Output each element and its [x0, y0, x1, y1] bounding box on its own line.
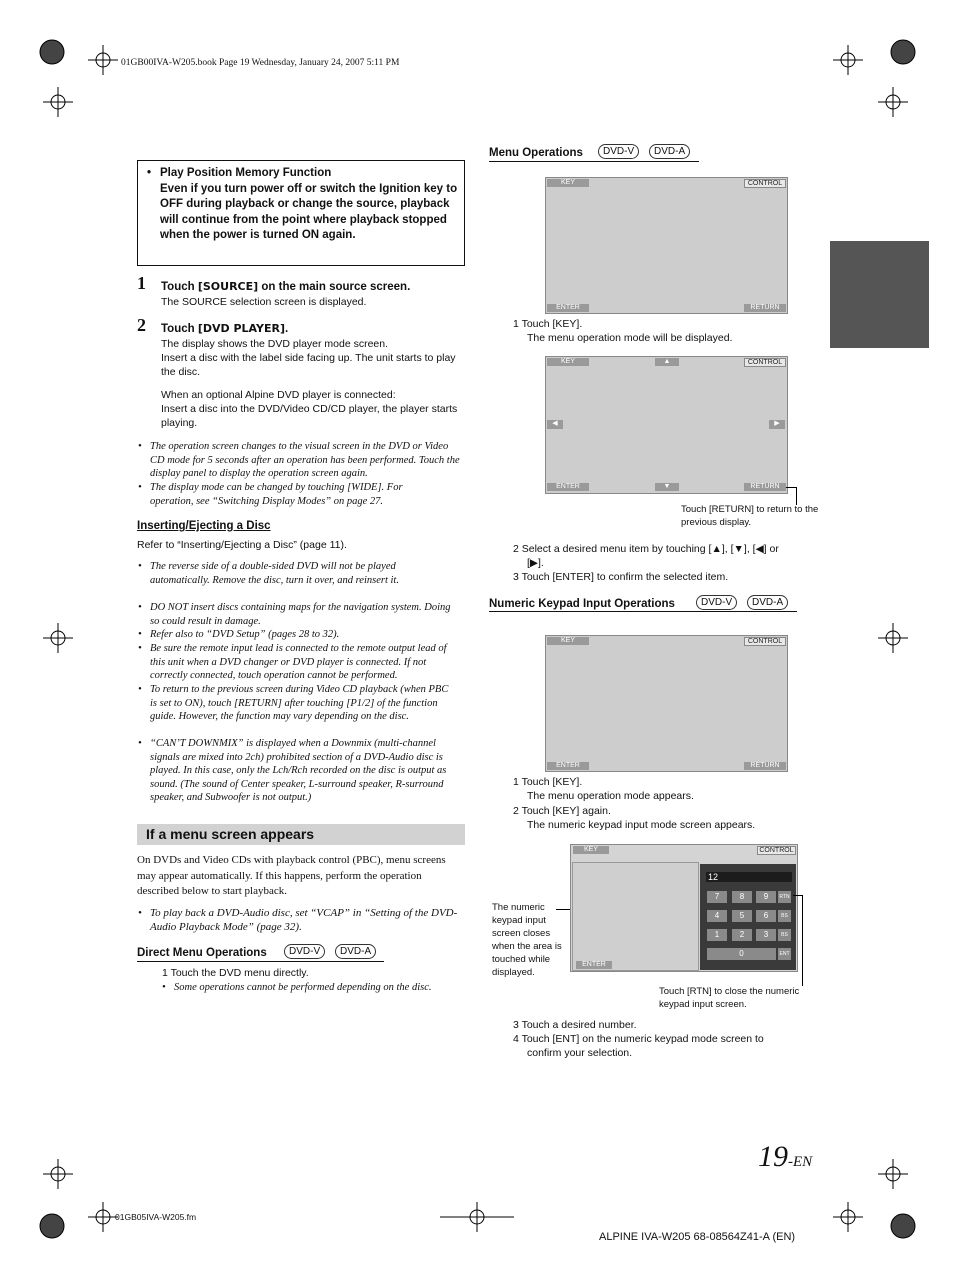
menu-section-body: On DVDs and Video CDs with playback control (PBC), menu screens may appear automatically. If this happens, perform the operation described below to start playback.	[137, 854, 446, 898]
direct-menu-badge-dvdv: DVD-V	[284, 944, 325, 959]
inserting-note: • DO NOT insert discs containing maps for the navigation system. Doing so could result in damage.	[150, 601, 455, 628]
keypad-key[interactable]: 5	[732, 910, 752, 922]
keypad-key[interactable]: 8	[732, 891, 752, 903]
memory-box-body: Even if you turn power off or switch the Ignition key to OFF during playback or change the source, playback will continue from the point where playback stopped when the power is turned ON again.	[160, 183, 458, 241]
step-2-key: [DVD PLAYER]	[197, 322, 285, 335]
numeric-step-4: 4 Touch [ENT] on the numeric keypad mode screen to	[513, 1033, 764, 1045]
numeric-step-4-cont: confirm your selection.	[527, 1047, 633, 1059]
step-2-post: .	[284, 323, 289, 335]
screen-menu-1	[545, 177, 788, 314]
numeric-heading	[489, 594, 797, 612]
keypad-key[interactable]: 1	[707, 929, 727, 941]
keypad-key[interactable]: 7	[707, 891, 727, 903]
menu-ops-badge-dvda: DVD-A	[649, 144, 690, 159]
step-1-number: 1	[137, 273, 146, 293]
step-1-instruction	[161, 280, 410, 293]
keypad-key[interactable]: 2	[732, 929, 752, 941]
bs-button[interactable]: BS	[778, 929, 791, 941]
inserting-ref: Refer to “Inserting/Ejecting a Disc” (page 11).	[137, 539, 347, 551]
keypad-panel	[700, 864, 796, 970]
keypad-key[interactable]: 6	[756, 910, 776, 922]
step-2-pre: Touch	[161, 323, 198, 335]
menu-ops-heading	[489, 144, 699, 162]
numeric-left-note: The numeric keypad input screen closes when the area is touched while displayed.	[492, 902, 562, 978]
numeric-step-2: 2 Touch [KEY] again.	[513, 805, 611, 817]
numeric-badge-dvdv: DVD-V	[696, 595, 737, 610]
step-1-desc: The SOURCE selection screen is displayed.	[161, 296, 367, 308]
enter-button[interactable]: ENTER	[547, 483, 589, 491]
step-1-key: [SOURCE]	[197, 280, 259, 293]
inserting-title: Inserting/Ejecting a Disc	[137, 520, 271, 532]
keypad-key[interactable]: 3	[756, 929, 776, 941]
return-button[interactable]: RETURN	[744, 304, 786, 312]
numeric-title: Numeric Keypad Input Operations	[489, 598, 675, 610]
keypad-small-button[interactable]: BS	[778, 910, 791, 922]
memory-function-box	[137, 160, 465, 266]
right-arrow-icon[interactable]: ▶	[769, 420, 785, 429]
key-button[interactable]: KEY	[547, 358, 589, 366]
page-number	[758, 1140, 812, 1174]
step-2-number: 2	[137, 315, 146, 335]
section-tab	[830, 241, 929, 348]
note-operation-screen: • The operation screen changes to the visual screen in the DVD or Video CD mode for 5 seconds after an operation has been performed. Touch the display panel to display the operation screen again.	[150, 440, 465, 481]
rtn-note: Touch [RTN] to close the numeric keypad input screen.	[659, 986, 800, 1010]
screen-numeric-1	[545, 635, 788, 772]
menu-ops-step-2-cont: [▶].	[527, 557, 544, 569]
step-2-desc-1: The display shows the DVD player mode screen.	[161, 338, 389, 350]
inserting-note: • “CAN’T DOWNMIX” is displayed when a Downmix (multi-channel signals are mixed into 2ch) prohibited section of a DVD-Audio disc is played. In this case, only the Lch/Rch recorded on the disc is output as sound. (The sound of Center speaker, L-surround speaker, R-surround speaker, and Subwoofer is not output.)	[150, 737, 465, 805]
direct-menu-badge-dvda: DVD-A	[335, 944, 376, 959]
enter-button[interactable]: ENTER	[576, 961, 612, 969]
menu-ops-step-1: 1 Touch [KEY].	[513, 318, 583, 330]
up-arrow-icon[interactable]: ▲	[655, 358, 679, 366]
page-number-suffix: -EN	[788, 1154, 813, 1170]
rtn-callout-line	[793, 895, 803, 986]
menu-section-note: • To play back a DVD-Audio disc, set “VCAP” in “Setting of the DVD-Audio Playback Mode” (page 32).	[150, 907, 468, 934]
step-1-post: on the main source screen.	[258, 281, 411, 293]
menu-ops-step-3: 3 Touch [ENTER] to confirm the selected item.	[513, 571, 729, 583]
numeric-step-1-desc: The menu operation mode appears.	[527, 790, 694, 802]
video-area[interactable]	[572, 862, 699, 971]
menu-section-title: If a menu screen appears	[146, 826, 315, 842]
keypad-key[interactable]: 9	[756, 891, 776, 903]
direct-menu-note: • Some operations cannot be performed depending on the disc.	[174, 981, 432, 995]
inserting-note: • To return to the previous screen during Video CD playback (when PBC is set to ON), touch [RETURN] after touching [P1/2] of the function guide. However, the function may vary depending on the disc.	[150, 683, 455, 724]
menu-ops-title: Menu Operations	[489, 147, 583, 159]
numeric-step-3: 3 Touch a desired number.	[513, 1019, 637, 1031]
menu-section-header	[137, 824, 465, 845]
key-button[interactable]: KEY	[547, 179, 589, 187]
inserting-note: • Be sure the remote input lead is connected to the remote output lead of this unit when a DVD changer or DVD player is connected. If not correctly connected, touch operation cannot be performed.	[150, 642, 462, 683]
step-2-desc-4: Insert a disc into the DVD/Video CD/CD player, the player starts playing.	[161, 403, 458, 429]
inserting-note: • Refer also to “DVD Setup” (pages 28 to 32).	[150, 628, 460, 642]
keypad-key[interactable]: 0	[707, 948, 776, 960]
control-button[interactable]: CONTROL	[757, 846, 796, 855]
direct-menu-step-1: 1 Touch the DVD menu directly.	[162, 967, 309, 979]
screen-numeric-keypad	[570, 844, 798, 972]
book-info: 01GB00IVA-W205.book Page 19 Wednesday, January 24, 2007 5:11 PM	[121, 58, 400, 68]
return-button[interactable]: RETURN	[744, 762, 786, 770]
step-2-desc-2: Insert a disc with the label side facing up. The unit starts to play the disc.	[161, 352, 456, 378]
page-number-value: 19	[758, 1140, 788, 1173]
ent-button[interactable]: ENT	[778, 948, 791, 960]
keypad-display: 12	[706, 872, 792, 882]
down-arrow-icon[interactable]: ▼	[655, 483, 679, 491]
screen-menu-2	[545, 356, 788, 494]
direct-menu-title: Direct Menu Operations	[137, 947, 267, 959]
enter-button[interactable]: ENTER	[547, 762, 589, 770]
direct-menu-heading	[137, 944, 384, 962]
step-2-desc-3: When an optional Alpine DVD player is connected:	[161, 389, 396, 401]
return-note: Touch [RETURN] to return to the previous display.	[681, 504, 819, 528]
inserting-note: • The reverse side of a double-sided DVD will not be played automatically. Remove the disc, turn it over, and reinsert it.	[150, 560, 450, 587]
memory-box-bullet: •	[147, 167, 152, 179]
left-arrow-icon[interactable]: ◀	[547, 420, 563, 429]
keypad-key[interactable]: 4	[707, 910, 727, 922]
memory-box-title: Play Position Memory Function	[160, 167, 332, 179]
note-display-mode: • The display mode can be changed by touching [WIDE]. For operation, see “Switching Display Modes” on page 27.	[150, 481, 440, 508]
control-button[interactable]: CONTROL	[744, 179, 786, 188]
enter-button[interactable]: ENTER	[547, 304, 589, 312]
menu-ops-badge-dvdv: DVD-V	[598, 144, 639, 159]
numeric-step-2-desc: The numeric keypad input mode screen appears.	[527, 819, 756, 831]
footer-model: ALPINE IVA-W205 68-08564Z41-A (EN)	[599, 1231, 796, 1243]
numeric-badge-dvda: DVD-A	[747, 595, 788, 610]
return-button[interactable]: RETURN	[744, 483, 786, 491]
menu-ops-step-2: 2 Select a desired menu item by touching [▲], [▼], [◀] or	[513, 543, 779, 555]
menu-ops-step-1-desc: The menu operation mode will be displayed.	[527, 332, 733, 344]
numeric-step-1: 1 Touch [KEY].	[513, 776, 583, 788]
key-button[interactable]: KEY	[573, 846, 609, 854]
control-button[interactable]: CONTROL	[744, 358, 786, 367]
rtn-button[interactable]: RTN	[778, 891, 791, 903]
step-1-pre: Touch	[161, 281, 198, 293]
control-button[interactable]: CONTROL	[744, 637, 786, 646]
key-button[interactable]: KEY	[547, 637, 589, 645]
footer-file: 01GB05IVA-W205.fm	[115, 1212, 197, 1222]
step-2-instruction	[161, 322, 288, 335]
